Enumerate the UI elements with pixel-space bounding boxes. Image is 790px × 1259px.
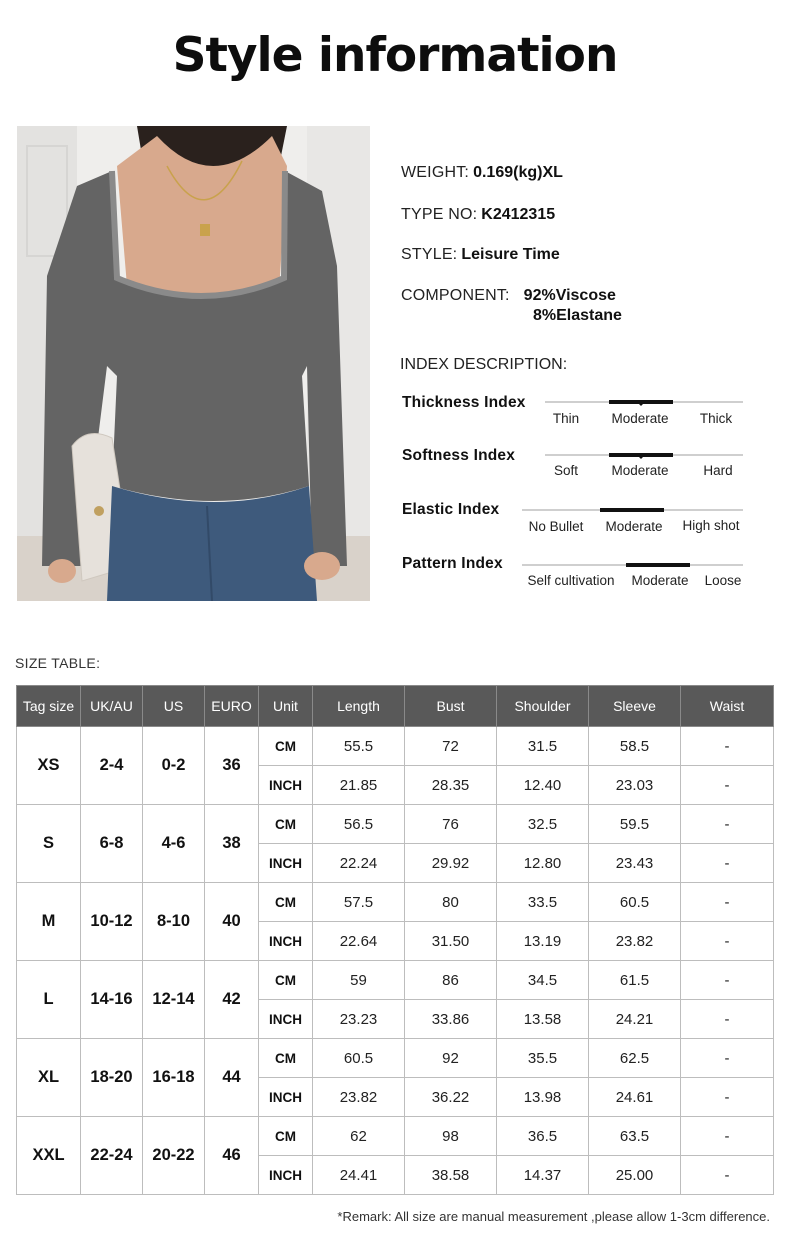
- bust-cell: 29.92: [405, 844, 497, 883]
- us-cell: 0-2: [143, 727, 205, 805]
- unit-cell: CM: [259, 883, 313, 922]
- sleeve-cell: 23.03: [589, 766, 681, 805]
- header-sleeve: Sleeve: [589, 686, 681, 727]
- bust-cell: 98: [405, 1117, 497, 1156]
- table-row: [17, 1117, 774, 1156]
- unit-cell: INCH: [259, 1000, 313, 1039]
- component-value-2: 8%Elastane: [533, 307, 622, 324]
- shoulder-cell: 13.98: [497, 1078, 589, 1117]
- waist-cell: -: [681, 883, 774, 922]
- table-row: [17, 805, 774, 844]
- softness-option-moderate: Moderate: [611, 463, 669, 478]
- bust-cell: 72: [405, 727, 497, 766]
- table-row: [17, 883, 774, 922]
- length-cell: 57.5: [313, 883, 405, 922]
- waist-cell: -: [681, 1039, 774, 1078]
- size-cell: XXL: [17, 1117, 81, 1195]
- length-cell: 21.85: [313, 766, 405, 805]
- waist-cell: -: [681, 922, 774, 961]
- weight-value: 0.169(kg)XL: [473, 164, 563, 181]
- pattern-index-label: Pattern Index: [402, 555, 503, 572]
- shoulder-cell: 31.5: [497, 727, 589, 766]
- page-title: Style information: [172, 28, 618, 83]
- unit-cell: INCH: [259, 922, 313, 961]
- waist-cell: -: [681, 1000, 774, 1039]
- pattern-option-self-cultivation: Self cultivation: [527, 573, 615, 588]
- header-unit: Unit: [259, 686, 313, 727]
- length-cell: 22.24: [313, 844, 405, 883]
- unit-cell: CM: [259, 1039, 313, 1078]
- length-cell: 24.41: [313, 1156, 405, 1195]
- us-cell: 12-14: [143, 961, 205, 1039]
- unit-cell: CM: [259, 805, 313, 844]
- bust-cell: 86: [405, 961, 497, 1000]
- shoulder-cell: 33.5: [497, 883, 589, 922]
- index-description-heading: INDEX DESCRIPTION:: [400, 356, 568, 373]
- waist-cell: -: [681, 727, 774, 766]
- header-euro: EURO: [205, 686, 259, 727]
- table-row: [17, 961, 774, 1000]
- size-cell: XL: [17, 1039, 81, 1117]
- spec-style: [401, 246, 560, 264]
- length-cell: 56.5: [313, 805, 405, 844]
- uk-au-cell: 2-4: [81, 727, 143, 805]
- uk-au-cell: 14-16: [81, 961, 143, 1039]
- pattern-selected-mark: [626, 563, 690, 567]
- elastic-option-moderate: Moderate: [605, 519, 663, 534]
- bust-cell: 92: [405, 1039, 497, 1078]
- elastic-option-no-bullet: No Bullet: [528, 519, 584, 534]
- euro-cell: 44: [205, 1039, 259, 1117]
- waist-cell: -: [681, 805, 774, 844]
- style-value: Leisure Time: [461, 246, 560, 263]
- softness-index-scale: [545, 454, 743, 456]
- sleeve-cell: 61.5: [589, 961, 681, 1000]
- spec-component: [401, 287, 616, 305]
- bust-cell: 38.58: [405, 1156, 497, 1195]
- size-cell: M: [17, 883, 81, 961]
- sleeve-cell: 59.5: [589, 805, 681, 844]
- softness-option-hard: Hard: [703, 463, 733, 478]
- shoulder-cell: 12.40: [497, 766, 589, 805]
- style-label: STYLE:: [401, 246, 458, 263]
- length-cell: 55.5: [313, 727, 405, 766]
- elastic-option-high-shot: High shot: [682, 518, 740, 533]
- table-row: [17, 727, 774, 766]
- unit-cell: CM: [259, 1117, 313, 1156]
- bust-cell: 36.22: [405, 1078, 497, 1117]
- length-cell: 62: [313, 1117, 405, 1156]
- header-waist: Waist: [681, 686, 774, 727]
- pattern-index-scale: [522, 564, 743, 566]
- pattern-option-moderate: Moderate: [631, 573, 689, 588]
- shoulder-cell: 36.5: [497, 1117, 589, 1156]
- waist-cell: -: [681, 1156, 774, 1195]
- uk-au-cell: 18-20: [81, 1039, 143, 1117]
- type-no-label: TYPE NO:: [401, 206, 478, 223]
- unit-cell: CM: [259, 727, 313, 766]
- softness-index-label: Softness Index: [402, 447, 516, 464]
- thickness-pointer: [637, 402, 645, 406]
- bust-cell: 80: [405, 883, 497, 922]
- uk-au-cell: 10-12: [81, 883, 143, 961]
- pattern-option-loose: Loose: [704, 573, 742, 588]
- spec-weight: [401, 164, 563, 182]
- us-cell: 20-22: [143, 1117, 205, 1195]
- sleeve-cell: 23.82: [589, 922, 681, 961]
- us-cell: 16-18: [143, 1039, 205, 1117]
- weight-label: WEIGHT:: [401, 164, 470, 181]
- uk-au-cell: 6-8: [81, 805, 143, 883]
- bust-cell: 28.35: [405, 766, 497, 805]
- shoulder-cell: 34.5: [497, 961, 589, 1000]
- softness-pointer: [637, 455, 645, 459]
- size-table: [16, 685, 774, 1195]
- thickness-index-label: Thickness Index: [402, 394, 526, 411]
- sleeve-cell: 62.5: [589, 1039, 681, 1078]
- component-label: COMPONENT:: [401, 287, 510, 304]
- waist-cell: -: [681, 1117, 774, 1156]
- length-cell: 22.64: [313, 922, 405, 961]
- euro-cell: 40: [205, 883, 259, 961]
- uk-au-cell: 22-24: [81, 1117, 143, 1195]
- length-cell: 23.82: [313, 1078, 405, 1117]
- unit-cell: CM: [259, 961, 313, 1000]
- size-cell: XS: [17, 727, 81, 805]
- bust-cell: 76: [405, 805, 497, 844]
- length-cell: 59: [313, 961, 405, 1000]
- length-cell: 23.23: [313, 1000, 405, 1039]
- shoulder-cell: 13.19: [497, 922, 589, 961]
- remark-note: *Remark: All size are manual measurement ,please allow 1-3cm difference.: [337, 1209, 770, 1224]
- shoulder-cell: 12.80: [497, 844, 589, 883]
- sleeve-cell: 60.5: [589, 883, 681, 922]
- unit-cell: INCH: [259, 844, 313, 883]
- spec-type-no: [401, 206, 555, 224]
- us-cell: 4-6: [143, 805, 205, 883]
- euro-cell: 36: [205, 727, 259, 805]
- product-photo: [17, 126, 370, 601]
- sleeve-cell: 58.5: [589, 727, 681, 766]
- waist-cell: -: [681, 844, 774, 883]
- unit-cell: INCH: [259, 1078, 313, 1117]
- header-uk-au: UK/AU: [81, 686, 143, 727]
- shoulder-cell: 32.5: [497, 805, 589, 844]
- elastic-selected-mark: [600, 508, 664, 512]
- sleeve-cell: 63.5: [589, 1117, 681, 1156]
- length-cell: 60.5: [313, 1039, 405, 1078]
- shoulder-cell: 35.5: [497, 1039, 589, 1078]
- header-tag-size: Tag size: [17, 686, 81, 727]
- unit-cell: INCH: [259, 1156, 313, 1195]
- size-cell: L: [17, 961, 81, 1039]
- sleeve-cell: 25.00: [589, 1156, 681, 1195]
- size-table-heading: SIZE TABLE:: [15, 655, 101, 671]
- softness-option-soft: Soft: [553, 463, 578, 478]
- euro-cell: 46: [205, 1117, 259, 1195]
- component-value-1: 92%Viscose: [523, 287, 616, 304]
- elastic-index-label: Elastic Index: [402, 501, 500, 518]
- waist-cell: -: [681, 766, 774, 805]
- type-no-value: K2412315: [481, 206, 556, 223]
- table-row: [17, 1039, 774, 1078]
- header-us: US: [143, 686, 205, 727]
- elastic-index-scale: [522, 509, 743, 511]
- euro-cell: 42: [205, 961, 259, 1039]
- thickness-option-thin: Thin: [552, 411, 580, 426]
- thickness-option-thick: Thick: [699, 411, 733, 426]
- bust-cell: 31.50: [405, 922, 497, 961]
- us-cell: 8-10: [143, 883, 205, 961]
- size-cell: S: [17, 805, 81, 883]
- sleeve-cell: 23.43: [589, 844, 681, 883]
- size-table-header-row: [17, 686, 774, 727]
- header-shoulder: Shoulder: [497, 686, 589, 727]
- sleeve-cell: 24.21: [589, 1000, 681, 1039]
- header-length: Length: [313, 686, 405, 727]
- sleeve-cell: 24.61: [589, 1078, 681, 1117]
- unit-cell: INCH: [259, 766, 313, 805]
- shoulder-cell: 14.37: [497, 1156, 589, 1195]
- thickness-index-scale: [545, 401, 743, 403]
- waist-cell: -: [681, 1078, 774, 1117]
- euro-cell: 38: [205, 805, 259, 883]
- waist-cell: -: [681, 961, 774, 1000]
- shoulder-cell: 13.58: [497, 1000, 589, 1039]
- bust-cell: 33.86: [405, 1000, 497, 1039]
- thickness-option-moderate: Moderate: [611, 411, 669, 426]
- size-table-body: [17, 727, 774, 1195]
- header-bust: Bust: [405, 686, 497, 727]
